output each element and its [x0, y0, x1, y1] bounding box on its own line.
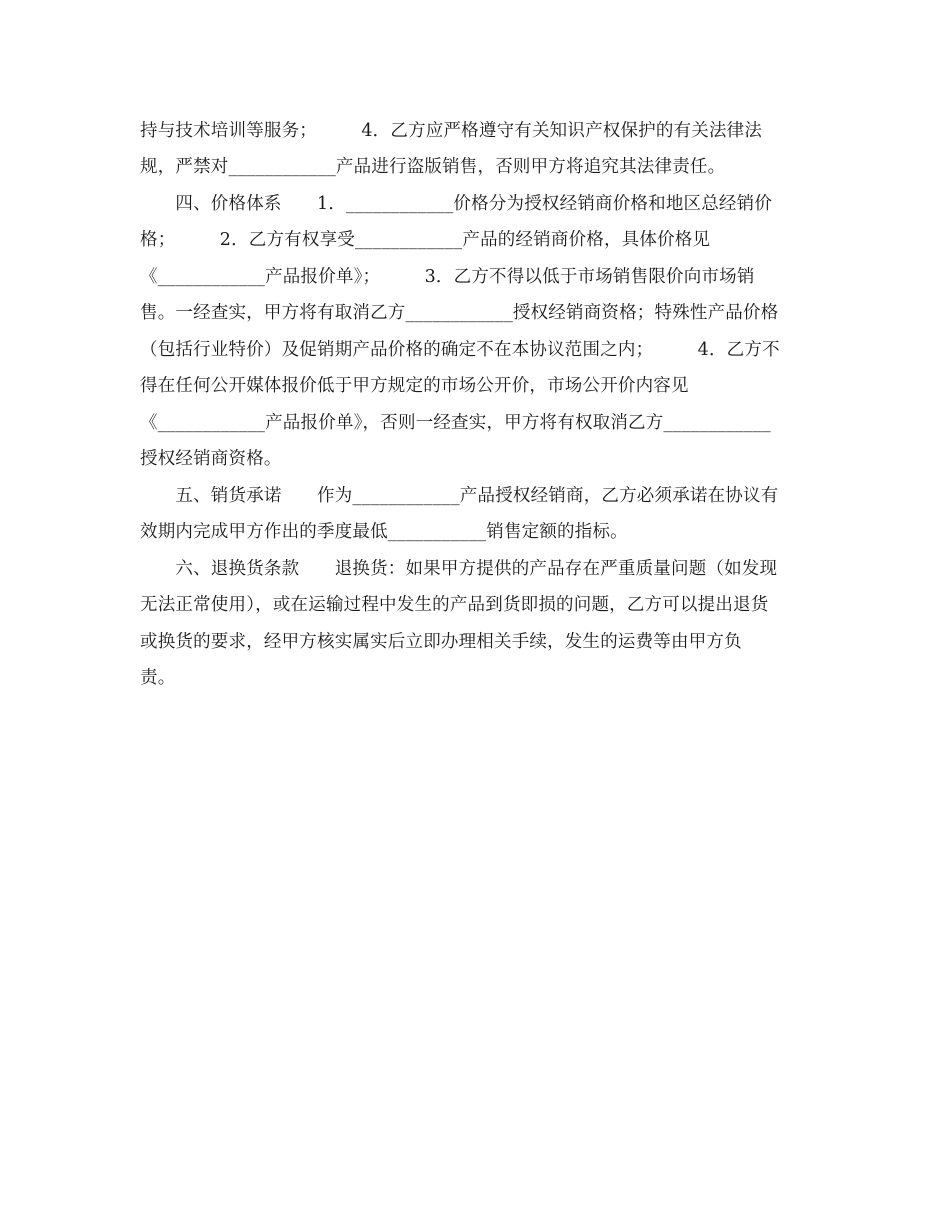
text-line: 持与技术培训等服务； 4．乙方应严格遵守有关知识产权保护的有关法律法	[140, 121, 763, 141]
text-line: 《____________产品报价单》； 3．乙方不得以低于市场销售限价向市场销	[140, 267, 755, 287]
text-line: （包括行业特价）及促销期产品价格的确定不在本协议范围之内； 4．乙方不	[140, 340, 780, 360]
text-line: 四、价格体系 1．____________价格分为授权经销商价格和地区总经销价	[140, 194, 773, 214]
text-line: 规，严禁对____________产品进行盗版销售，否则甲方将追究其法律责任。	[140, 157, 726, 177]
text-line: 格； 2．乙方有权享受____________产品的经销商价格，具体价格见	[140, 230, 711, 250]
text-line: 《____________产品报价单》，否则一经查实，甲方将有权取消乙方____________	[140, 413, 771, 433]
text-line: 得在任何公开媒体报价低于甲方规定的市场公开价，市场公开价内容见	[140, 376, 689, 396]
text-line: 责。	[140, 668, 176, 688]
text-line: 无法正常使用），或在运输过程中发生的产品到货即损的问题，乙方可以提出退货	[140, 595, 769, 615]
text-line: 五、销货承诺 作为____________产品授权经销商，乙方必须承诺在协议有	[140, 486, 779, 506]
text-line: 效期内完成甲方作出的季度最低___________销售定额的指标。	[140, 522, 628, 542]
text-line: 授权经销商资格。	[140, 449, 282, 469]
text-line: 或换货的要求，经甲方核实属实后立即办理相关手续，发生的运费等由甲方负	[140, 632, 742, 652]
text-line: 六、退换货条款 退换货：如果甲方提供的产品存在严重质量问题（如发现	[140, 559, 778, 579]
text-line: 售。一经查实，甲方将有取消乙方____________授权经销商资格；特殊性产品价格	[140, 303, 779, 323]
